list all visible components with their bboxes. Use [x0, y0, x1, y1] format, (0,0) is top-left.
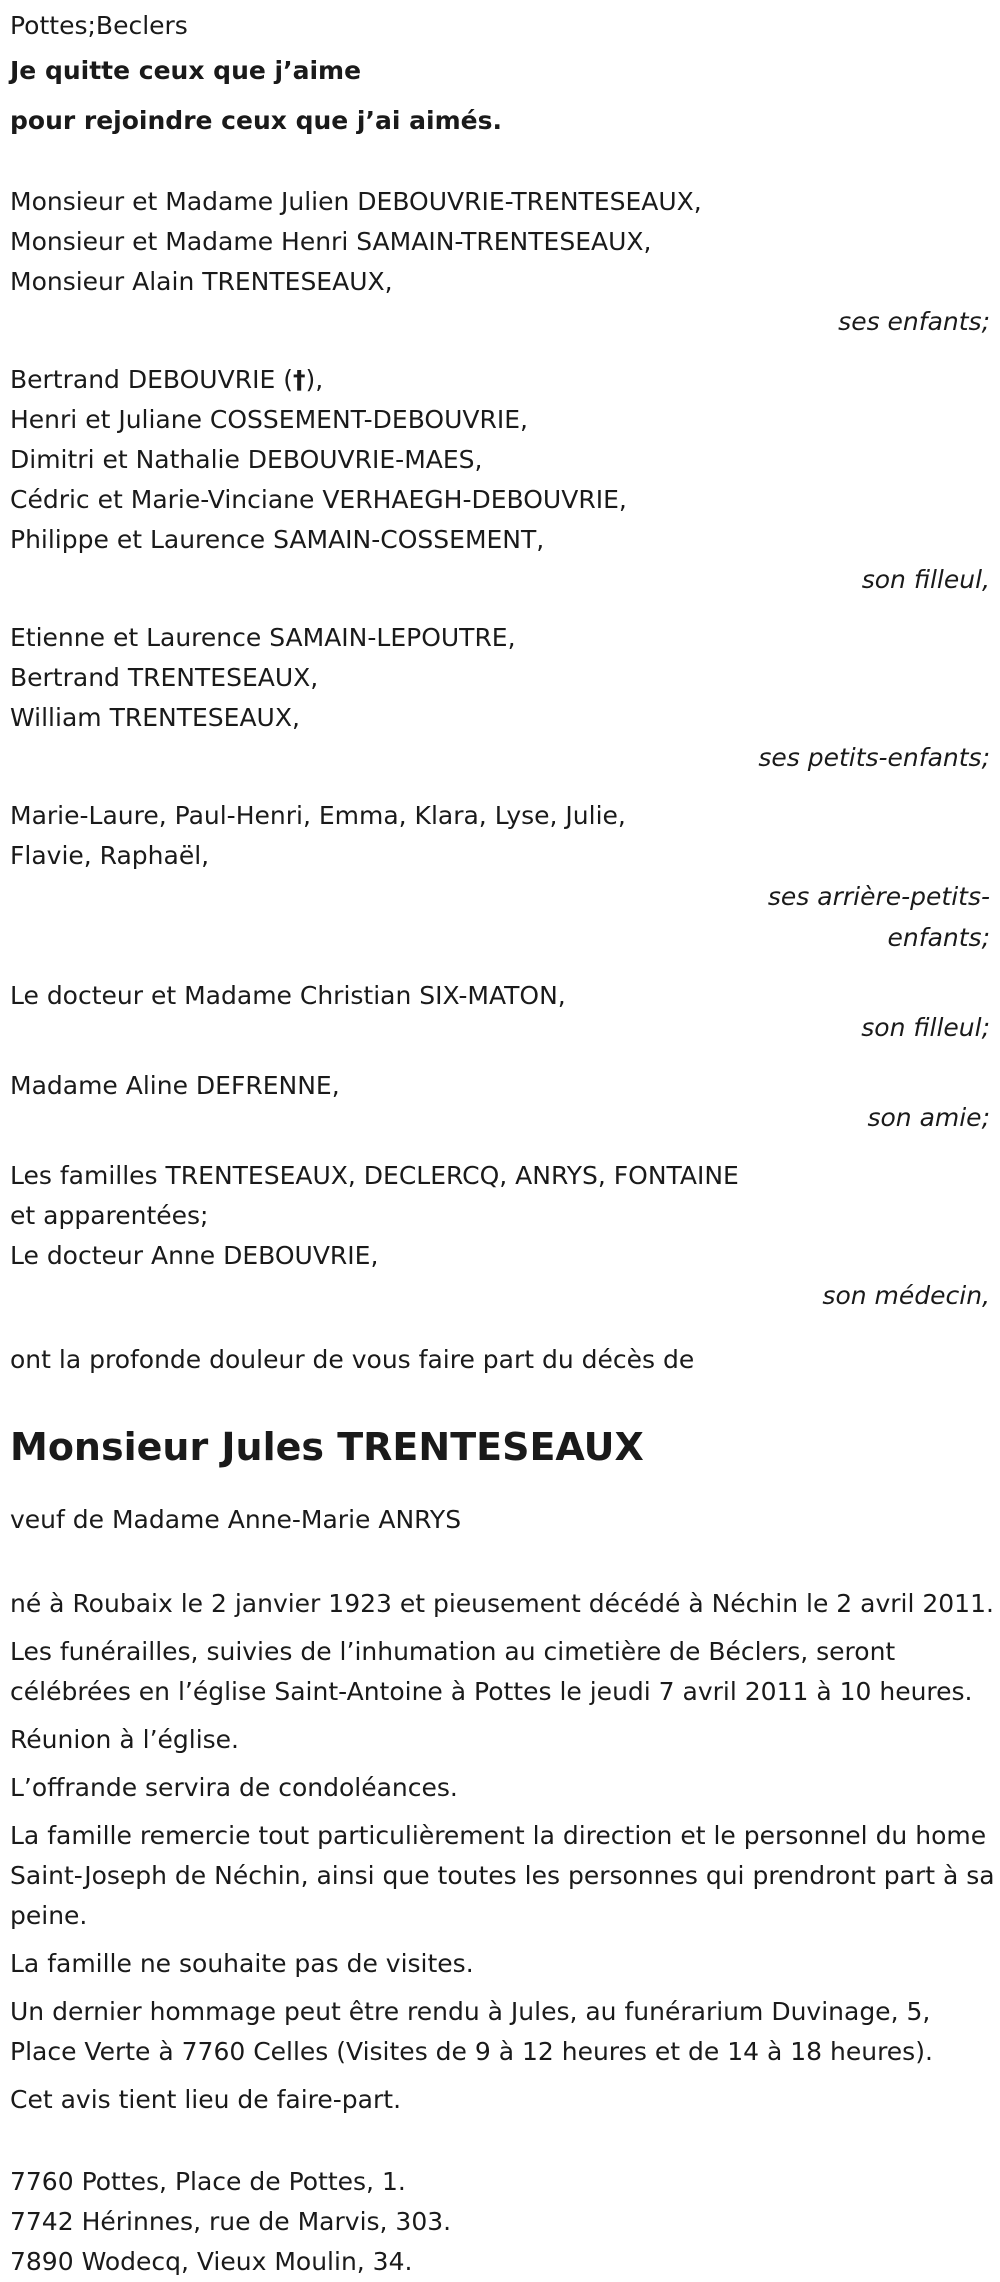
families-line: et apparentées; [10, 1201, 209, 1230]
great-grandchild-names: Flavie, Raphaël, [10, 841, 210, 870]
obituary-page [0, 6, 1000, 2276]
godson2-relation: son filleul; [861, 1013, 990, 1042]
address-line: 7890 Wodecq, Vieux Moulin, 34. [10, 2247, 413, 2276]
verse-line-2: pour rejoindre ceux que j’ai aimés. [10, 106, 502, 135]
location-header: Pottes;Beclers [10, 11, 188, 40]
funeral-paragraph: Les funérailles, suivies de l’inhumation au cimetière de Béclers, seront célébrées en l’église Saint-Antoine à Pottes le jeudi 7 avril 2011 à 10 heures. [10, 1637, 973, 1706]
birth-death-paragraph: né à Roubaix le 2 janvier 1923 et pieusement décédé à Néchin le 2 avril 2011. [10, 1589, 994, 1618]
widow-of: veuf de Madame Anne-Marie ANRYS [10, 1505, 462, 1534]
great-grandchild-names: Marie-Laure, Paul-Henri, Emma, Klara, Lyse, Julie, [10, 801, 626, 830]
friend-relation: son amie; [867, 1103, 990, 1132]
godsons-relation: son filleul, [861, 565, 990, 594]
godson-name: Philippe et Laurence SAMAIN-COSSEMENT, [10, 525, 545, 554]
grandchild-name: Bertrand TRENTESEAUX, [10, 663, 319, 692]
friend-name: Madame Aline DEFRENNE, [10, 1071, 340, 1100]
godson-name-part: Bertrand DEBOUVRIE ( [10, 365, 293, 394]
thanks-paragraph: La famille remercie tout particulièrement la direction et le personnel du home Saint-Joseph de Néchin, ainsi que toutes les personnes qui prendront part à sa peine. [10, 1821, 995, 1930]
child-name: Monsieur et Madame Julien DEBOUVRIE-TRENTESEAUX, [10, 187, 702, 216]
notice-paragraph: Cet avis tient lieu de faire-part. [10, 2085, 402, 2114]
verse-line-1: Je quitte ceux que j’aime [10, 56, 362, 85]
announcement-intro: ont la profonde douleur de vous faire part du décès de [10, 1345, 695, 1374]
offering-paragraph: L’offrande servira de condoléances. [10, 1773, 458, 1802]
grandchildren-relation: ses petits-enfants; [758, 743, 990, 772]
cross-icon: † [292, 365, 306, 394]
godson-name-with-cross [10, 360, 990, 400]
godson-name: Cédric et Marie-Vinciane VERHAEGH-DEBOUVRIE, [10, 485, 627, 514]
grandchild-name: William TRENTESEAUX, [10, 703, 300, 732]
doctor-relation: son médecin, [822, 1281, 990, 1310]
children-block [10, 182, 990, 342]
doctor-name: Le docteur Anne DEBOUVRIE, [10, 1241, 379, 1270]
grandchildren-block [10, 618, 990, 778]
families-block [10, 1156, 990, 1316]
godson-name: Henri et Juliane COSSEMENT-DEBOUVRIE, [10, 405, 528, 434]
godson-name: Dimitri et Nathalie DEBOUVRIE-MAES, [10, 445, 483, 474]
godsons-block [10, 360, 990, 600]
child-name: Monsieur Alain TRENTESEAUX, [10, 267, 393, 296]
great-grandchildren-block [10, 796, 990, 958]
great-grandchildren-relation-line-1: ses arrière-petits- [767, 882, 990, 911]
godson2-block [10, 976, 990, 1048]
families-line: Les familles TRENTESEAUX, DECLERCQ, ANRYS, FONTAINE [10, 1161, 739, 1190]
address-line: 7742 Hérinnes, rue de Marvis, 303. [10, 2207, 452, 2236]
friend-block [10, 1066, 990, 1138]
address-line: 7760 Pottes, Place de Pottes, 1. [10, 2167, 406, 2196]
no-visits-paragraph: La famille ne souhaite pas de visites. [10, 1949, 474, 1978]
godson-name-suffix: ), [305, 365, 324, 394]
addresses-block [10, 2162, 990, 2282]
child-name: Monsieur et Madame Henri SAMAIN-TRENTESEAUX, [10, 227, 652, 256]
tribute-paragraph: Un dernier hommage peut être rendu à Jules, au funérarium Duvinage, 5, Place Verte à 7760 Celles (Visites de 9 à 12 heures et de 14 à 18 heures). [10, 1997, 933, 2066]
deceased-name: Monsieur Jules TRENTESEAUX [10, 1425, 644, 1469]
children-relation: ses enfants; [838, 307, 990, 336]
gathering-paragraph: Réunion à l’église. [10, 1725, 240, 1754]
great-grandchildren-relation-line-2: enfants; [887, 923, 990, 952]
grandchild-name: Etienne et Laurence SAMAIN-LEPOUTRE, [10, 623, 516, 652]
godson2-name: Le docteur et Madame Christian SIX-MATON, [10, 981, 566, 1010]
